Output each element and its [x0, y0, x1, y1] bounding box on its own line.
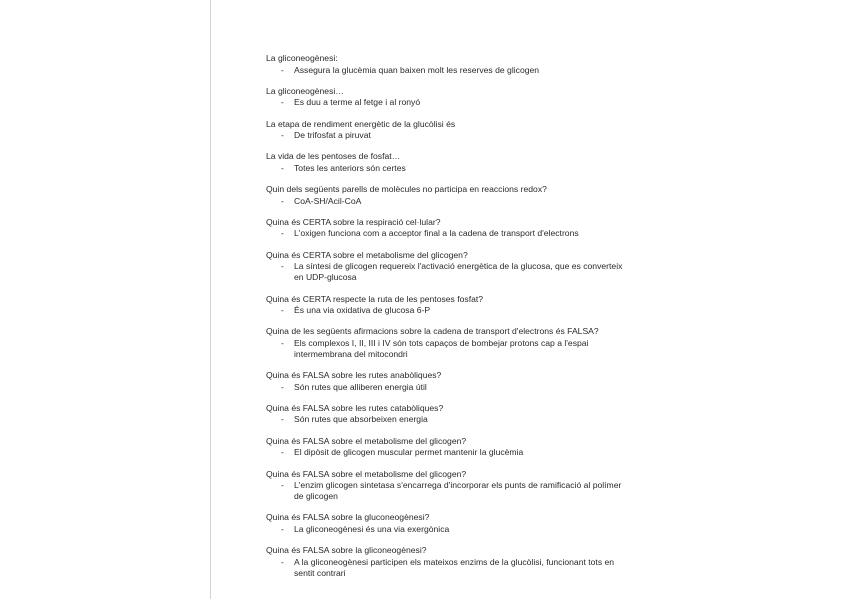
- bullet-dash: -: [281, 556, 284, 567]
- question-text: La etapa de rendiment energètic de la glucòlisi és: [266, 118, 456, 129]
- page-left-border: [210, 0, 211, 599]
- question-text: Quina és FALSA sobre la gluconeogènesi?: [266, 512, 430, 523]
- question-text: Quina és CERTA sobre la respiració cel·lular?: [266, 216, 441, 227]
- qa-item: [266, 403, 626, 426]
- answer-label: És una via oxidativa de glucosa 6-P: [294, 305, 431, 316]
- bullet-dash: -: [281, 130, 284, 141]
- bullet-dash: -: [281, 337, 284, 348]
- answer-text: [266, 65, 626, 76]
- answer-label: L'enzim glicogen sintetasa s'encarrega d'incorporar els punts de ramificació al polímer de glicogen: [294, 480, 622, 502]
- answer-text: [266, 130, 626, 141]
- qa-item: [266, 469, 626, 503]
- qa-item: [266, 217, 626, 240]
- answer-label: Són rutes que absorbeixen energia: [294, 414, 428, 425]
- answer-label: El dipòsit de glicogen muscular permet mantenir la glucèmia: [294, 447, 524, 458]
- qa-item: [266, 294, 626, 317]
- answer-label: La gliconeogènesi és una via exergònica: [294, 523, 450, 534]
- bullet-dash: -: [281, 480, 284, 491]
- answer-label: De trifosfat a piruvat: [294, 130, 371, 141]
- bullet-dash: -: [281, 228, 284, 239]
- question-text: Quina és CERTA respecte la ruta de les pentoses fosfat?: [266, 293, 484, 304]
- bullet-dash: -: [281, 64, 284, 75]
- question-text: Quina és FALSA sobre el metabolisme del glicogen?: [266, 435, 467, 446]
- answer-text: [266, 305, 626, 316]
- qa-item: [266, 512, 626, 535]
- qa-item: [266, 86, 626, 109]
- answer-text: [266, 480, 626, 502]
- question-text: Quina és CERTA sobre el metabolisme del glicogen?: [266, 249, 468, 260]
- question-text: La gliconeogènesi…: [266, 85, 344, 96]
- answer-label: CoA-SH/Acil-CoA: [294, 195, 362, 206]
- bullet-dash: -: [281, 162, 284, 173]
- qa-item: [266, 151, 626, 174]
- question-text: Quina és FALSA sobre les rutes catabòliques?: [266, 402, 444, 413]
- answer-text: [266, 97, 626, 108]
- qa-item: [266, 119, 626, 142]
- bullet-dash: -: [281, 523, 284, 534]
- answer-text: [266, 447, 626, 458]
- bullet-dash: -: [281, 381, 284, 392]
- bullet-dash: -: [281, 97, 284, 108]
- answer-label: Són rutes que alliberen energia útil: [294, 381, 427, 392]
- qa-item: [266, 53, 626, 76]
- answer-text: [266, 196, 626, 207]
- question-text: La vida de les pentoses de fosfat…: [266, 151, 401, 162]
- bullet-dash: -: [281, 305, 284, 316]
- bullet-dash: -: [281, 195, 284, 206]
- answer-label: A la gliconeogènesi participen els mateixos enzims de la glucòlisi, funcionant tots en sentit contrari: [294, 556, 615, 578]
- answer-label: La síntesi de glicogen requereix l'activació energètica de la glucosa, que es converteix en UDP-glucosa: [294, 261, 623, 283]
- question-text: Quina és FALSA sobre el metabolisme del glicogen?: [266, 468, 467, 479]
- answer-text: [266, 338, 626, 360]
- qa-item: [266, 326, 626, 360]
- question-text: Quin dels següents parells de molècules no participa en reaccions redox?: [266, 184, 547, 195]
- answer-label: Assegura la glucèmia quan baixen molt les reserves de glicogen: [294, 64, 540, 75]
- answer-text: [266, 557, 626, 579]
- bullet-dash: -: [281, 447, 284, 458]
- qa-item: [266, 436, 626, 459]
- bullet-dash: -: [281, 261, 284, 272]
- document-body: [266, 53, 626, 589]
- answer-label: L'oxigen funciona com a acceptor final a la cadena de transport d'electrons: [294, 228, 579, 239]
- answer-text: [266, 524, 626, 535]
- answer-text: [266, 261, 626, 283]
- qa-item: [266, 545, 626, 579]
- answer-text: [266, 228, 626, 239]
- qa-item: [266, 370, 626, 393]
- qa-item: [266, 184, 626, 207]
- answer-label: Els complexos I, II, III i IV són tots capaços de bombejar protons cap a l'espai intermembrana del mitocondri: [294, 337, 589, 359]
- answer-text: [266, 414, 626, 425]
- qa-item: [266, 250, 626, 284]
- bullet-dash: -: [281, 414, 284, 425]
- answer-label: Totes les anteriors són certes: [294, 162, 406, 173]
- question-text: La gliconeogènesi:: [266, 53, 338, 63]
- question-text: Quina de les següents afirmacions sobre la cadena de transport d'electrons és FALSA?: [266, 326, 599, 337]
- answer-text: [266, 163, 626, 174]
- answer-text: [266, 382, 626, 393]
- question-text: Quina és FALSA sobre la gliconeogènesi?: [266, 545, 427, 556]
- question-text: Quina és FALSA sobre les rutes anabòliques?: [266, 370, 442, 381]
- answer-label: Es duu a terme al fetge i al ronyó: [294, 97, 421, 108]
